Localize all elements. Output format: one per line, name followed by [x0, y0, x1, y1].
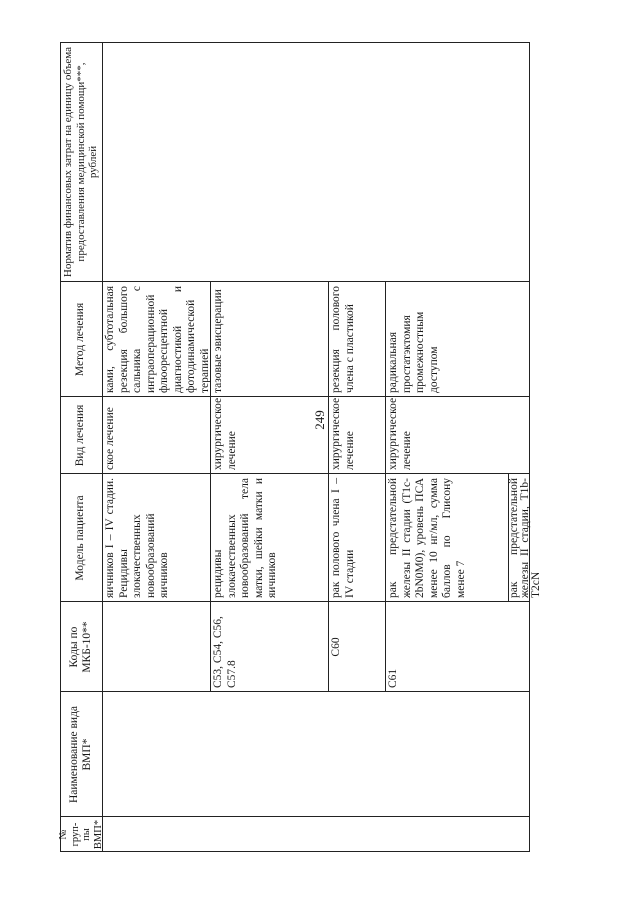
table-cell-type: ское лечение [104, 407, 116, 470]
header-vmp-name: Наименование вида ВМП* [67, 705, 93, 804]
table-cell-model: яичников I – IV стадии. Рецидивы злокачественных новообразований яичников [104, 478, 170, 598]
table-cell-method: тазовые эвисцерации [212, 289, 224, 393]
col-divider [60, 816, 530, 817]
table-cell-model: рак предстательной железы II стадии (T1c-2bN0M0), уровень ПСА менее 10 нг/мл, сумма баллов по Глисону менее 7 [387, 478, 467, 598]
table-cell-codes: C60 [330, 637, 342, 657]
table-cell-type: хирургическое лечение [212, 397, 238, 470]
page-number: 249 [312, 410, 327, 430]
table-cell-codes: C53, C54, C56, C57.8 [212, 616, 238, 688]
table-cell-method: резекция полового члена с пластикой [330, 286, 356, 393]
table-cell-method: ками, субтотальная резекция большого сальника с интраоперационной флюоресцентной диагностикой и фотодинамической терапией [104, 286, 211, 393]
table-cell-type: хирургическое лечение [330, 397, 356, 470]
header-patient-model: Модель пациента [74, 495, 87, 581]
header-cost-norm: Норматив финансовых затрат на единицу объема предоставления медицинской помощи***, рублей [62, 46, 100, 278]
table-cell-codes [102, 602, 210, 692]
header-group-no: № груп-пы ВМП* [58, 819, 104, 850]
table-cell-model: рак полового члена I – IV стадии [330, 478, 356, 598]
table-cell-model: рецидивы злокачественных новообразований тела матки, шейки матки и яичников [212, 478, 278, 598]
table-cell-model: рак предстательной железы II стадии, T1b-T2cN [508, 478, 542, 598]
rotated-table [58, 42, 542, 852]
header-treatment-method: Метод лечения [74, 302, 87, 377]
table-cell-codes: C61 [387, 668, 399, 688]
header-treatment-type: Вид лечения [74, 404, 87, 467]
table-cell-method: радикальная простатэктомия промежностным доступом [387, 311, 440, 393]
table-cell-type: хирургическое лечение [387, 397, 413, 470]
header-icd-codes: Коды по МКБ-10** [67, 621, 93, 673]
